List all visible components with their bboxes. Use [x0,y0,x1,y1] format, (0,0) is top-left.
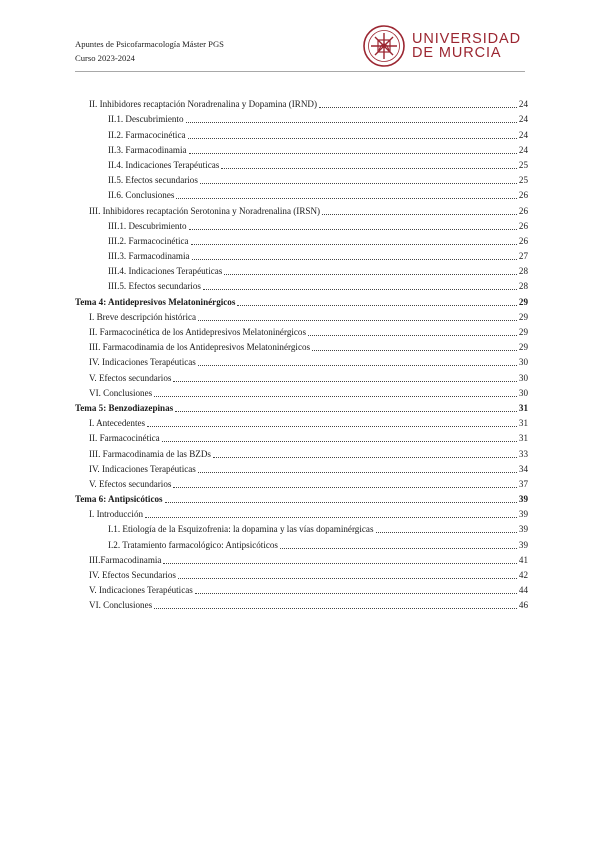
university-seal-icon [362,24,406,68]
toc-entry-page: 30 [518,372,528,383]
toc-entry-page: 25 [518,159,528,170]
toc-leader-dots [198,365,517,366]
toc-entry-page: 30 [518,387,528,398]
toc-entry[interactable] [75,399,528,414]
toc-entry-page: 41 [518,554,528,565]
toc-leader-dots [173,487,516,488]
toc-leader-dots [173,381,516,382]
toc-entry-title: V. Efectos secundarios [89,372,172,383]
toc-entry-title: II.6. Conclusiones [108,190,175,201]
toc-entry-page: 42 [518,570,528,580]
toc-entry-page: 25 [518,175,528,186]
toc-entry[interactable] [75,520,528,535]
toc-entry[interactable] [75,217,528,232]
toc-entry-page: 28 [518,281,528,292]
toc-entry-title: Tema 4: Antidepresivos Melatoninérgicos [75,296,236,307]
toc-entry[interactable] [75,414,528,429]
toc-entry-title: III. Inhibidores recaptación Serotonina y Noradrenalina (IRSN) [89,205,321,216]
toc-entry[interactable] [75,201,528,216]
toc-leader-dots [165,502,517,503]
toc-entry[interactable] [75,384,528,399]
toc-entry-title: III.Farmacodinamia [89,554,162,565]
toc-entry-page: 33 [518,448,528,459]
toc-entry-title: II.1. Descubrimiento [108,114,184,125]
toc-entry-title: I.1. Etiología de la Esquizofrenia: la dopamina y las vías dopaminérgicas [108,524,374,535]
toc-leader-dots [200,183,517,184]
toc-entry-page: 31 [518,402,528,413]
toc-entry-title: II.4. Indicaciones Terapéuticas [108,159,220,170]
toc-entry-title: Tema 5: Benzodiazepinas [75,402,174,413]
toc-entry[interactable] [75,460,528,475]
toc-entry[interactable] [75,566,528,581]
toc-entry-title: IV. Indicaciones Terapéuticas [89,357,196,368]
toc-entry-title: I. Breve descripción histórica [89,311,197,322]
toc-entry[interactable] [75,490,528,505]
toc-entry[interactable] [75,323,528,338]
toc-entry-page: 34 [518,463,528,474]
toc-leader-dots [186,122,517,123]
toc-leader-dots [308,335,517,336]
toc-entry-title: III.2. Farmacocinética [108,235,189,246]
toc-entry-title: III.1. Descubrimiento [108,220,187,231]
toc-entry[interactable] [75,444,528,459]
toc-entry-title: II.3. Farmacodinamia [108,144,187,155]
toc-entry-page: 39 [518,524,528,535]
toc-entry-title: II. Farmacocinética de los Antidepresivos Melatoninérgicos [89,327,307,337]
toc-leader-dots [163,563,516,564]
toc-entry-page: 28 [518,266,528,277]
toc-entry-page: 26 [518,190,528,201]
toc-leader-dots [319,107,517,108]
toc-entry-page: 29 [518,342,528,353]
toc-leader-dots [189,229,517,230]
university-name-line1: UNIVERSIDAD [412,31,521,47]
toc-entry[interactable] [75,596,528,611]
toc-entry-title: III. Farmacodinamia de los Antidepresivos Melatoninérgicos [89,342,311,353]
toc-leader-dots [198,320,517,321]
toc-entry-page: 26 [518,205,528,216]
toc-entry-title: II. Farmacocinética [89,433,160,444]
toc-leader-dots [322,214,517,215]
toc-entry-page: 39 [518,494,528,505]
header-text [75,37,224,65]
toc-entry-page: 24 [518,129,528,140]
toc-entry[interactable] [75,475,528,490]
toc-leader-dots [178,578,517,579]
table-of-contents [75,95,528,611]
toc-entry[interactable] [75,171,528,186]
toc-leader-dots [213,457,517,458]
document-title: Apuntes de Psicofarmacología Máster PGS [75,39,224,49]
toc-entry-title: II.5. Efectos secundarios [108,175,198,186]
toc-entry-title: Tema 6: Antipsicóticos [75,494,163,505]
university-logo [362,24,521,68]
toc-entry[interactable] [75,277,528,292]
toc-leader-dots [145,517,517,518]
toc-entry-page: 39 [518,539,528,550]
toc-entry[interactable] [75,505,528,520]
toc-leader-dots [221,168,517,169]
toc-entry[interactable] [75,110,528,125]
toc-entry-page: 26 [518,220,528,231]
course-year: Curso 2023-2024 [75,53,135,63]
toc-entry[interactable] [75,338,528,353]
toc-leader-dots [176,198,516,199]
toc-entry-page: 29 [518,311,528,322]
toc-entry[interactable] [75,141,528,156]
toc-leader-dots [203,289,517,290]
toc-entry-title: V. Efectos secundarios [89,478,172,489]
toc-entry[interactable] [75,429,528,444]
toc-entry-title: III.5. Efectos secundarios [108,281,201,292]
header-divider [75,71,525,72]
toc-entry[interactable] [75,368,528,383]
toc-entry-title: VI. Conclusiones [89,387,153,398]
toc-entry-title: V. Indicaciones Terapéuticas [89,585,193,596]
toc-entry-page: 29 [518,296,528,307]
toc-entry-title: VI. Conclusiones [89,600,153,611]
toc-entry-title: II.2. Farmacocinética [108,129,186,140]
toc-entry-page: 27 [518,251,528,262]
toc-entry-title: IV. Indicaciones Terapéuticas [89,463,196,474]
toc-entry-title: III.3. Farmacodinamia [108,251,190,262]
toc-entry-title: II. Inhibidores recaptación Noradrenalina y Dopamina (IRND) [89,99,318,110]
toc-leader-dots [195,593,517,594]
toc-leader-dots [198,472,517,473]
toc-entry[interactable] [75,353,528,368]
toc-entry[interactable] [75,551,528,566]
toc-entry[interactable] [75,581,528,596]
toc-entry-page: 26 [518,235,528,246]
toc-entry-page: 44 [518,585,528,596]
toc-leader-dots [191,244,517,245]
university-name [412,32,521,60]
toc-leader-dots [162,441,517,442]
toc-entry[interactable] [75,247,528,262]
toc-entry[interactable] [75,262,528,277]
toc-leader-dots [280,548,517,549]
toc-entry-title: III.4. Indicaciones Terapéuticas [108,266,223,277]
toc-leader-dots [189,153,517,154]
toc-entry-page: 39 [518,509,528,520]
toc-entry-title: I. Introducción [89,509,144,520]
toc-leader-dots [237,305,517,306]
toc-leader-dots [192,259,517,260]
toc-entry[interactable] [75,95,528,110]
page-header [75,30,525,74]
toc-entry-title: IV. Efectos Secundarios [89,570,176,580]
toc-leader-dots [376,532,517,533]
toc-entry-page: 31 [518,418,528,429]
toc-entry-title: I. Antecedentes [89,418,146,429]
toc-entry[interactable] [75,535,528,550]
toc-entry-page: 37 [518,478,528,489]
toc-entry[interactable] [75,125,528,140]
toc-entry-page: 24 [518,99,528,110]
toc-entry[interactable] [75,186,528,201]
toc-entry-page: 31 [518,433,528,444]
toc-leader-dots [147,426,517,427]
toc-leader-dots [224,274,517,275]
toc-entry[interactable] [75,156,528,171]
toc-entry-page: 29 [518,327,528,337]
toc-leader-dots [188,138,517,139]
toc-entry-title: I.2. Tratamiento farmacológico: Antipsicóticos [108,539,278,550]
toc-entry[interactable] [75,232,528,247]
toc-entry[interactable] [75,292,528,307]
toc-entry-page: 24 [518,144,528,155]
university-name-line2: DE MURCIA [412,45,502,61]
toc-leader-dots [175,411,517,412]
toc-entry-page: 46 [518,600,528,611]
toc-entry-title: III. Farmacodinamia de las BZDs [89,448,211,459]
toc-entry[interactable] [75,308,528,323]
toc-leader-dots [154,608,517,609]
toc-leader-dots [312,350,517,351]
toc-entry-page: 30 [518,357,528,368]
toc-leader-dots [154,396,517,397]
toc-entry-page: 24 [518,114,528,125]
